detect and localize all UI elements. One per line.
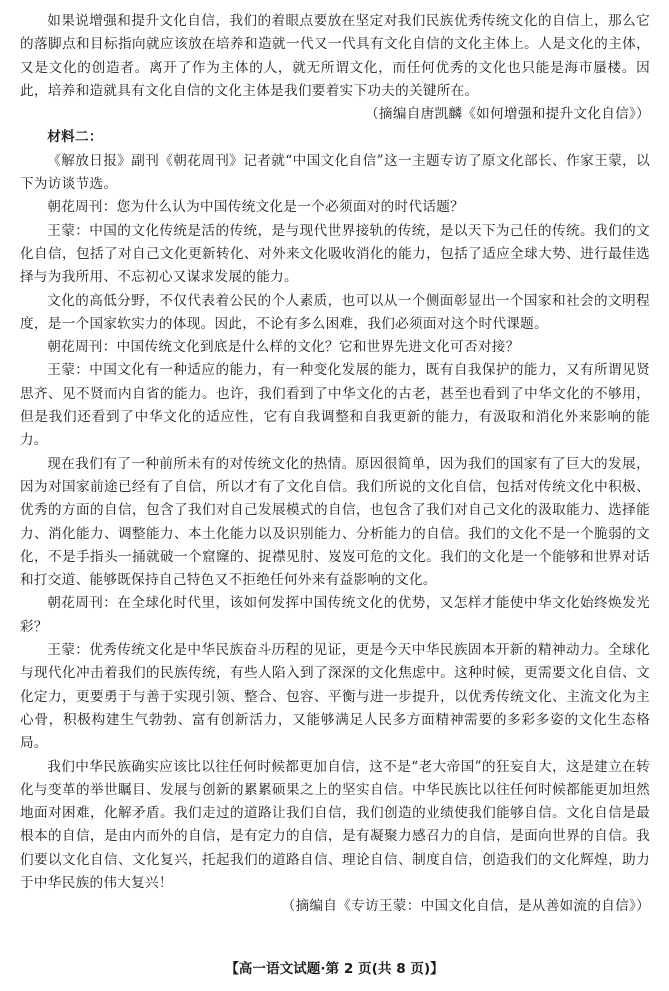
body-paragraph: 王蒙：优秀传统文化是中华民族奋斗历程的见证，更是今天中华民族固本开新的精神动力。全球化与现代化冲击着我们的民族传统，有些人陷入到了深深的文化焦虑中。这种时候，更需要文化自信、文化定力，更要勇于与善于实现引领、整合、包容、平衡与进一步提升，以优秀传统文化、主流文化为主心骨，积极构建生气勃勃、富有创新活力，又能够满足人民多方面精神需要的多彩多姿的文化生态格局。: [20, 642, 650, 752]
body-paragraph: 如果说增强和提升文化自信，我们的着眼点要放在坚定对我们民族优秀传统文化的自信上，那么它的落脚点和目标指向就应该放在培养和造就一代又一代具有文化自信的文化主体上。人是文化的主体，又是文化的创造者。离开了作为主体的人，就无所谓文化，而任何优秀的文化也只能是海市蜃楼。因此，培养和造就具有文化自信的文化主体是我们要着实下功夫的关键所在。: [20, 13, 650, 99]
section-heading: 材料二：: [47, 129, 103, 146]
body-paragraph: 《解放日报》副刊《朝花周刊》记者就“中国文化自信”这一主题专访了原文化部长、作家王蒙，以下为访谈节选。: [20, 152, 650, 193]
body-paragraph: 王蒙：中国文化有一种适应的能力，有一种变化发展的能力，既有自我保护的能力，又有所谓见贤思齐、见不贤而内自省的能力。也许，我们看到了中华文化的古老，甚至也看到了中华文化的不够用，但是我们还看到了中华文化的适应性，它有自我调整和自我更新的能力，有汲取和消化外来影响的能力。: [20, 362, 650, 449]
body-paragraph: 现在我们有了一种前所未有的对传统文化的热情。原因很简单，因为我们的国家有了巨大的发展，因为对国家前途已经有了自信，所以才有了文化自信。我们所说的文化自信，包括对传统文化中积极、优秀的方面的自信，包含了我们对自己发展模式的自信，也包含了我们对自己文化的汲取能力、选择能力、消化能力、调整能力、本土化能力以及识别能力、分析能力的自信。我们的文化不是一个脆弱的文化，不是手指头一捅就破一个窟窿的、捉襟见肘、岌岌可危的文化。我们的文化是一个能够和世界对话和打交道、能够既保持自己特色又不拒绝任何外来有益影响的文化。: [20, 455, 650, 589]
body-paragraph: 王蒙：中国的文化传统是活的传统，是与现代世界接轨的传统，是以天下为己任的传统。我们的文化自信，包括了对自己文化更新转化、对外来文化吸收消化的能力，包括了适应全球大势、进行最佳选择与为我所用、不忘初心又谋求发展的能力。: [20, 222, 650, 286]
body-paragraph: 文化的高低分野，不仅代表着公民的个人素质，也可以从一个侧面彰显出一个国家和社会的文明程度，是一个国家软实力的体现。因此，不论有多么困难，我们必须面对这个时代课题。: [20, 292, 650, 332]
body-paragraph: 朝花周刊：中国传统文化到底是什么样的文化？它和世界先进文化可否对接？: [47, 339, 520, 356]
source-citation: （摘编自《专访王蒙：中国文化自信，是从善如流的自信》）: [281, 898, 650, 915]
body-paragraph: 朝花周刊：在全球化时代里，该如何发挥中国传统文化的优势，又怎样才能使中华文化始终焕发光彩？: [20, 595, 650, 635]
body-paragraph: 我们中华民族确实应该比以往任何时候都更加自信，这不是“老大帝国”的狂妄自大，这是建立在转化与变革的举世瞩目、发展与创新的累累硕果之上的坚实自信。中华民族比以往任何时候都能更加坦然地面对困难，化解矛盾。我们走过的道路让我们自信，我们创造的业绩使我们能够自信。文化自信是最根本的自信，是由内而外的自信，是有定力的自信，是有凝聚力感召力的自信，是面向世界的自信。我们要以文化自信、文化复兴，托起我们的道路自信、理论自信、制度自信，创造我们的文化辉煌，助力于中华民族的伟大复兴！: [20, 758, 650, 891]
source-citation: （摘编自唐凯麟《如何增强和提升文化自信》）: [365, 106, 650, 123]
page-footer: 【高一语文试题·第 2 页(共 8 页)】: [225, 961, 444, 977]
document-page: [20, 10, 650, 919]
body-paragraph: 朝花周刊：您为什么认为中国传统文化是一个必须面对的时代话题？: [47, 199, 464, 216]
